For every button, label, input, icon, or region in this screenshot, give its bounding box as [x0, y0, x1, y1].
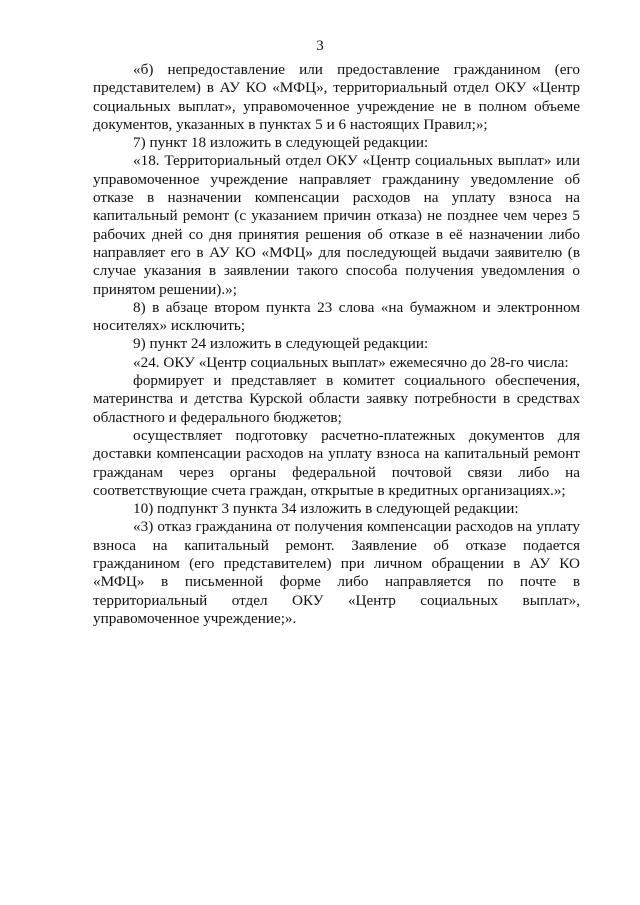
paragraph-item-10: 10) подпункт 3 пункта 34 изложить в следующей редакции:	[133, 500, 519, 518]
paragraph-clause-24: «24. ОКУ «Центр социальных выплат» ежемесячно до 28-го числа:	[133, 353, 569, 371]
paragraph-item-7: 7) пункт 18 изложить в следующей редакции:	[133, 134, 429, 152]
page-number: 3	[316, 38, 324, 54]
paragraph-clause-24-forms: формирует и представляет в комитет социального обеспечения, материнства и детства Курской области заявку потребности в средствах областного и федерального бюджетов;	[93, 372, 580, 426]
document-body	[93, 61, 580, 628]
paragraph-subclause-3: «3) отказ гражданина от получения компенсации расходов на уплату взноса на капитальный ремонт. Заявление об отказе подается гражданином (его представителем) при личном обращении в АУ КО «МФЦ» в письменной форме либо направляется по почте в территориальный отдел ОКУ «Центр социальных выплат», управомоченное учреждение;».	[93, 518, 580, 627]
paragraph-clause-18: «18. Территориальный отдел ОКУ «Центр социальных выплат» или управомоченное учреждение направляет гражданину уведомление об отказе в назначении компенсации расходов на уплату взноса на капитальный ремонт (с указанием причин отказа) не позднее чем через 5 рабочих дней со дня принятия решения об отказе в её назначении либо направляет его в АУ КО «МФЦ» для последующей выдачи заявителю (в случае указания в заявлении такого способа получения уведомления о принятом решении).»;	[93, 152, 580, 298]
paragraph-subitem-b: «б) непредоставление или предоставление гражданином (его представителем) в АУ КО «МФЦ», территориальный отдел ОКУ «Центр социальных выплат», управомоченное учреждение не в полном объеме документов, указанных в пунктах 5 и 6 настоящих Правил;»;	[93, 61, 580, 133]
paragraph-item-9: 9) пункт 24 изложить в следующей редакции:	[133, 335, 429, 353]
paragraph-clause-24-prepares: осуществляет подготовку расчетно-платежных документов для доставки компенсации расходов на уплату взноса на капитальный ремонт гражданам через органы федеральной почтовой связи либо на соответствующие счета граждан, открытые в кредитных организациях.»;	[93, 426, 580, 499]
paragraph-item-8: 8) в абзаце втором пункта 23 слова «на бумажном и электронном носителях» исключить;	[93, 298, 580, 335]
